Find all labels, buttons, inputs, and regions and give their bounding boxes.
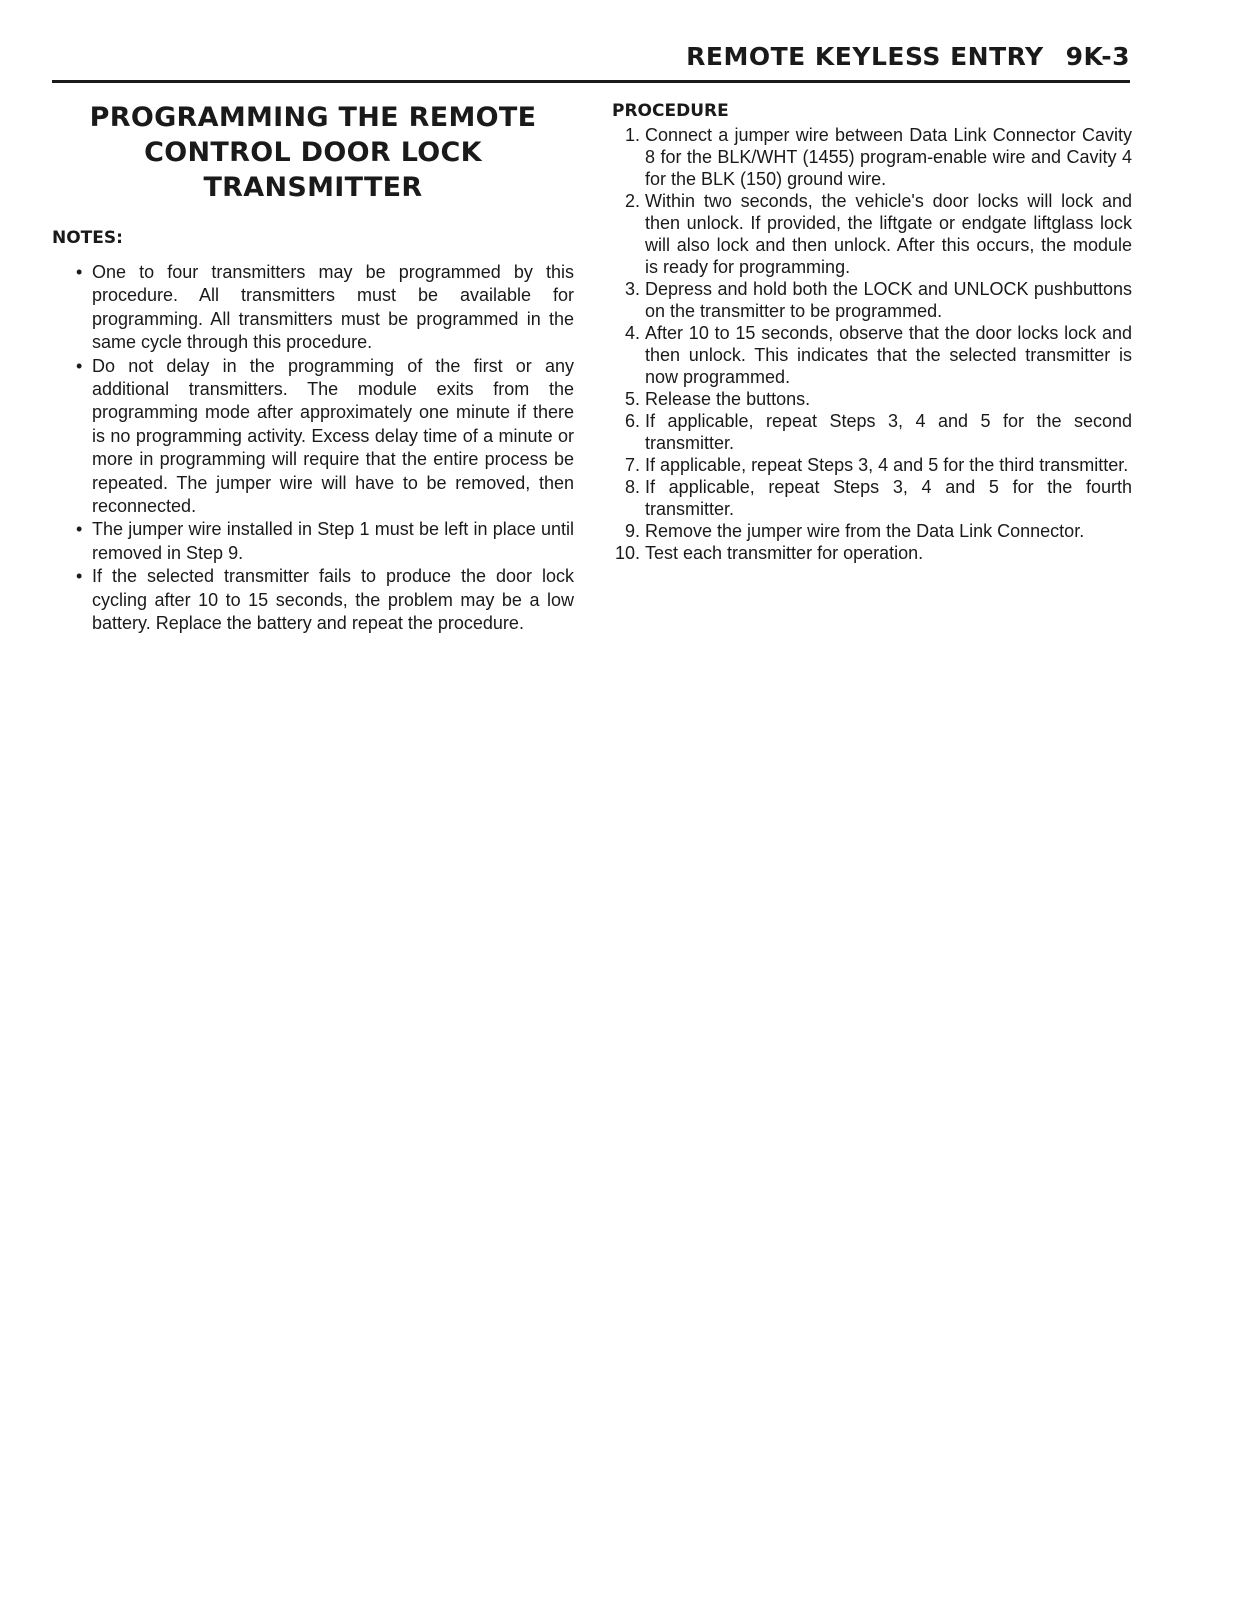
note-item bbox=[52, 565, 574, 635]
section-title-line: TRANSMITTER bbox=[203, 172, 423, 203]
step-text: Release the buttons. bbox=[645, 389, 811, 409]
header-rule bbox=[52, 80, 1130, 83]
section-title-line: PROGRAMMING THE REMOTE bbox=[89, 102, 537, 133]
step-text: Connect a jumper wire between Data Link Connector Cavity 8 for the BLK/WHT (1455) program-enable wire and Cavity 4 for the BLK (150) ground wire. bbox=[645, 125, 1132, 189]
note-text: One to four transmitters may be programmed by this procedure. All transmitters must be available for programming. All transmitters must be programmed in the same cycle through this procedure. bbox=[92, 262, 574, 353]
step-text: Test each transmitter for operation. bbox=[645, 543, 924, 563]
page-header-title: REMOTE KEYLESS ENTRY bbox=[686, 42, 1044, 71]
procedure-step bbox=[612, 322, 1132, 388]
bullet: • bbox=[76, 566, 83, 587]
step-text: If applicable, repeat Steps 3, 4 and 5 for the second transmitter. bbox=[645, 411, 1132, 453]
note-text: If the selected transmitter fails to produce the door lock cycling after 10 to 15 seconds, the problem may be a low battery. Replace the battery and repeat the procedure. bbox=[92, 566, 574, 634]
procedure-step bbox=[612, 410, 1132, 454]
note-item bbox=[52, 355, 574, 519]
step-number: 8. bbox=[624, 477, 640, 497]
step-text: Depress and hold both the LOCK and UNLOCK pushbuttons on the transmitter to be programmed. bbox=[645, 279, 1132, 321]
procedure-step bbox=[612, 190, 1132, 278]
procedure-step bbox=[612, 476, 1132, 520]
step-text: Remove the jumper wire from the Data Link Connector. bbox=[645, 521, 1085, 541]
procedure-step bbox=[612, 520, 1132, 542]
procedure-step bbox=[612, 388, 1132, 410]
notes-heading: NOTES: bbox=[52, 228, 123, 248]
section-title-line: CONTROL DOOR LOCK bbox=[144, 137, 482, 168]
note-text: Do not delay in the programming of the first or any additional transmitters. The module exits from the programming mode after approximately one minute if there is no programming activity. Excess delay time of a minute or more in programming will require that the entire process be repeated. The jumper wire will have to be removed, then reconnected. bbox=[92, 355, 574, 517]
note-item bbox=[52, 518, 574, 565]
step-text: If applicable, repeat Steps 3, 4 and 5 for the third transmitter. bbox=[645, 455, 1129, 475]
step-text: Within two seconds, the vehicle's door locks will lock and then unlock. If provided, the liftgate or endgate liftglass lock will also lock and then unlock. After this occurs, the module is ready for programming. bbox=[645, 191, 1132, 277]
page-header bbox=[686, 42, 1130, 71]
left-column bbox=[52, 100, 574, 636]
note-text: The jumper wire installed in Step 1 must be left in place until removed in Step 9. bbox=[92, 519, 574, 563]
step-number: 5. bbox=[624, 389, 640, 409]
step-text: After 10 to 15 seconds, observe that the door locks lock and then unlock. This indicates that the selected transmitter is now programmed. bbox=[645, 323, 1132, 387]
step-number: 3. bbox=[624, 279, 640, 299]
section-title bbox=[52, 100, 574, 205]
notes-list bbox=[52, 261, 574, 636]
bullet: • bbox=[76, 355, 83, 376]
procedure-step bbox=[612, 454, 1132, 476]
step-number: 10. bbox=[614, 543, 640, 563]
step-number: 2. bbox=[624, 191, 640, 211]
right-column bbox=[612, 100, 1132, 564]
note-item bbox=[52, 261, 574, 355]
procedure-step bbox=[612, 278, 1132, 322]
bullet: • bbox=[76, 262, 83, 282]
step-number: 1. bbox=[624, 125, 640, 145]
step-number: 9. bbox=[624, 521, 640, 541]
step-text: If applicable, repeat Steps 3, 4 and 5 for the fourth transmitter. bbox=[645, 477, 1132, 519]
procedure-steps bbox=[612, 124, 1132, 564]
page-number: 9K-3 bbox=[1065, 42, 1130, 71]
step-number: 4. bbox=[624, 323, 640, 343]
step-number: 7. bbox=[624, 455, 640, 475]
procedure-heading: PROCEDURE bbox=[612, 101, 729, 121]
procedure-step bbox=[612, 124, 1132, 190]
bullet: • bbox=[76, 519, 83, 540]
procedure-step bbox=[612, 542, 1132, 564]
step-number: 6. bbox=[624, 411, 640, 431]
